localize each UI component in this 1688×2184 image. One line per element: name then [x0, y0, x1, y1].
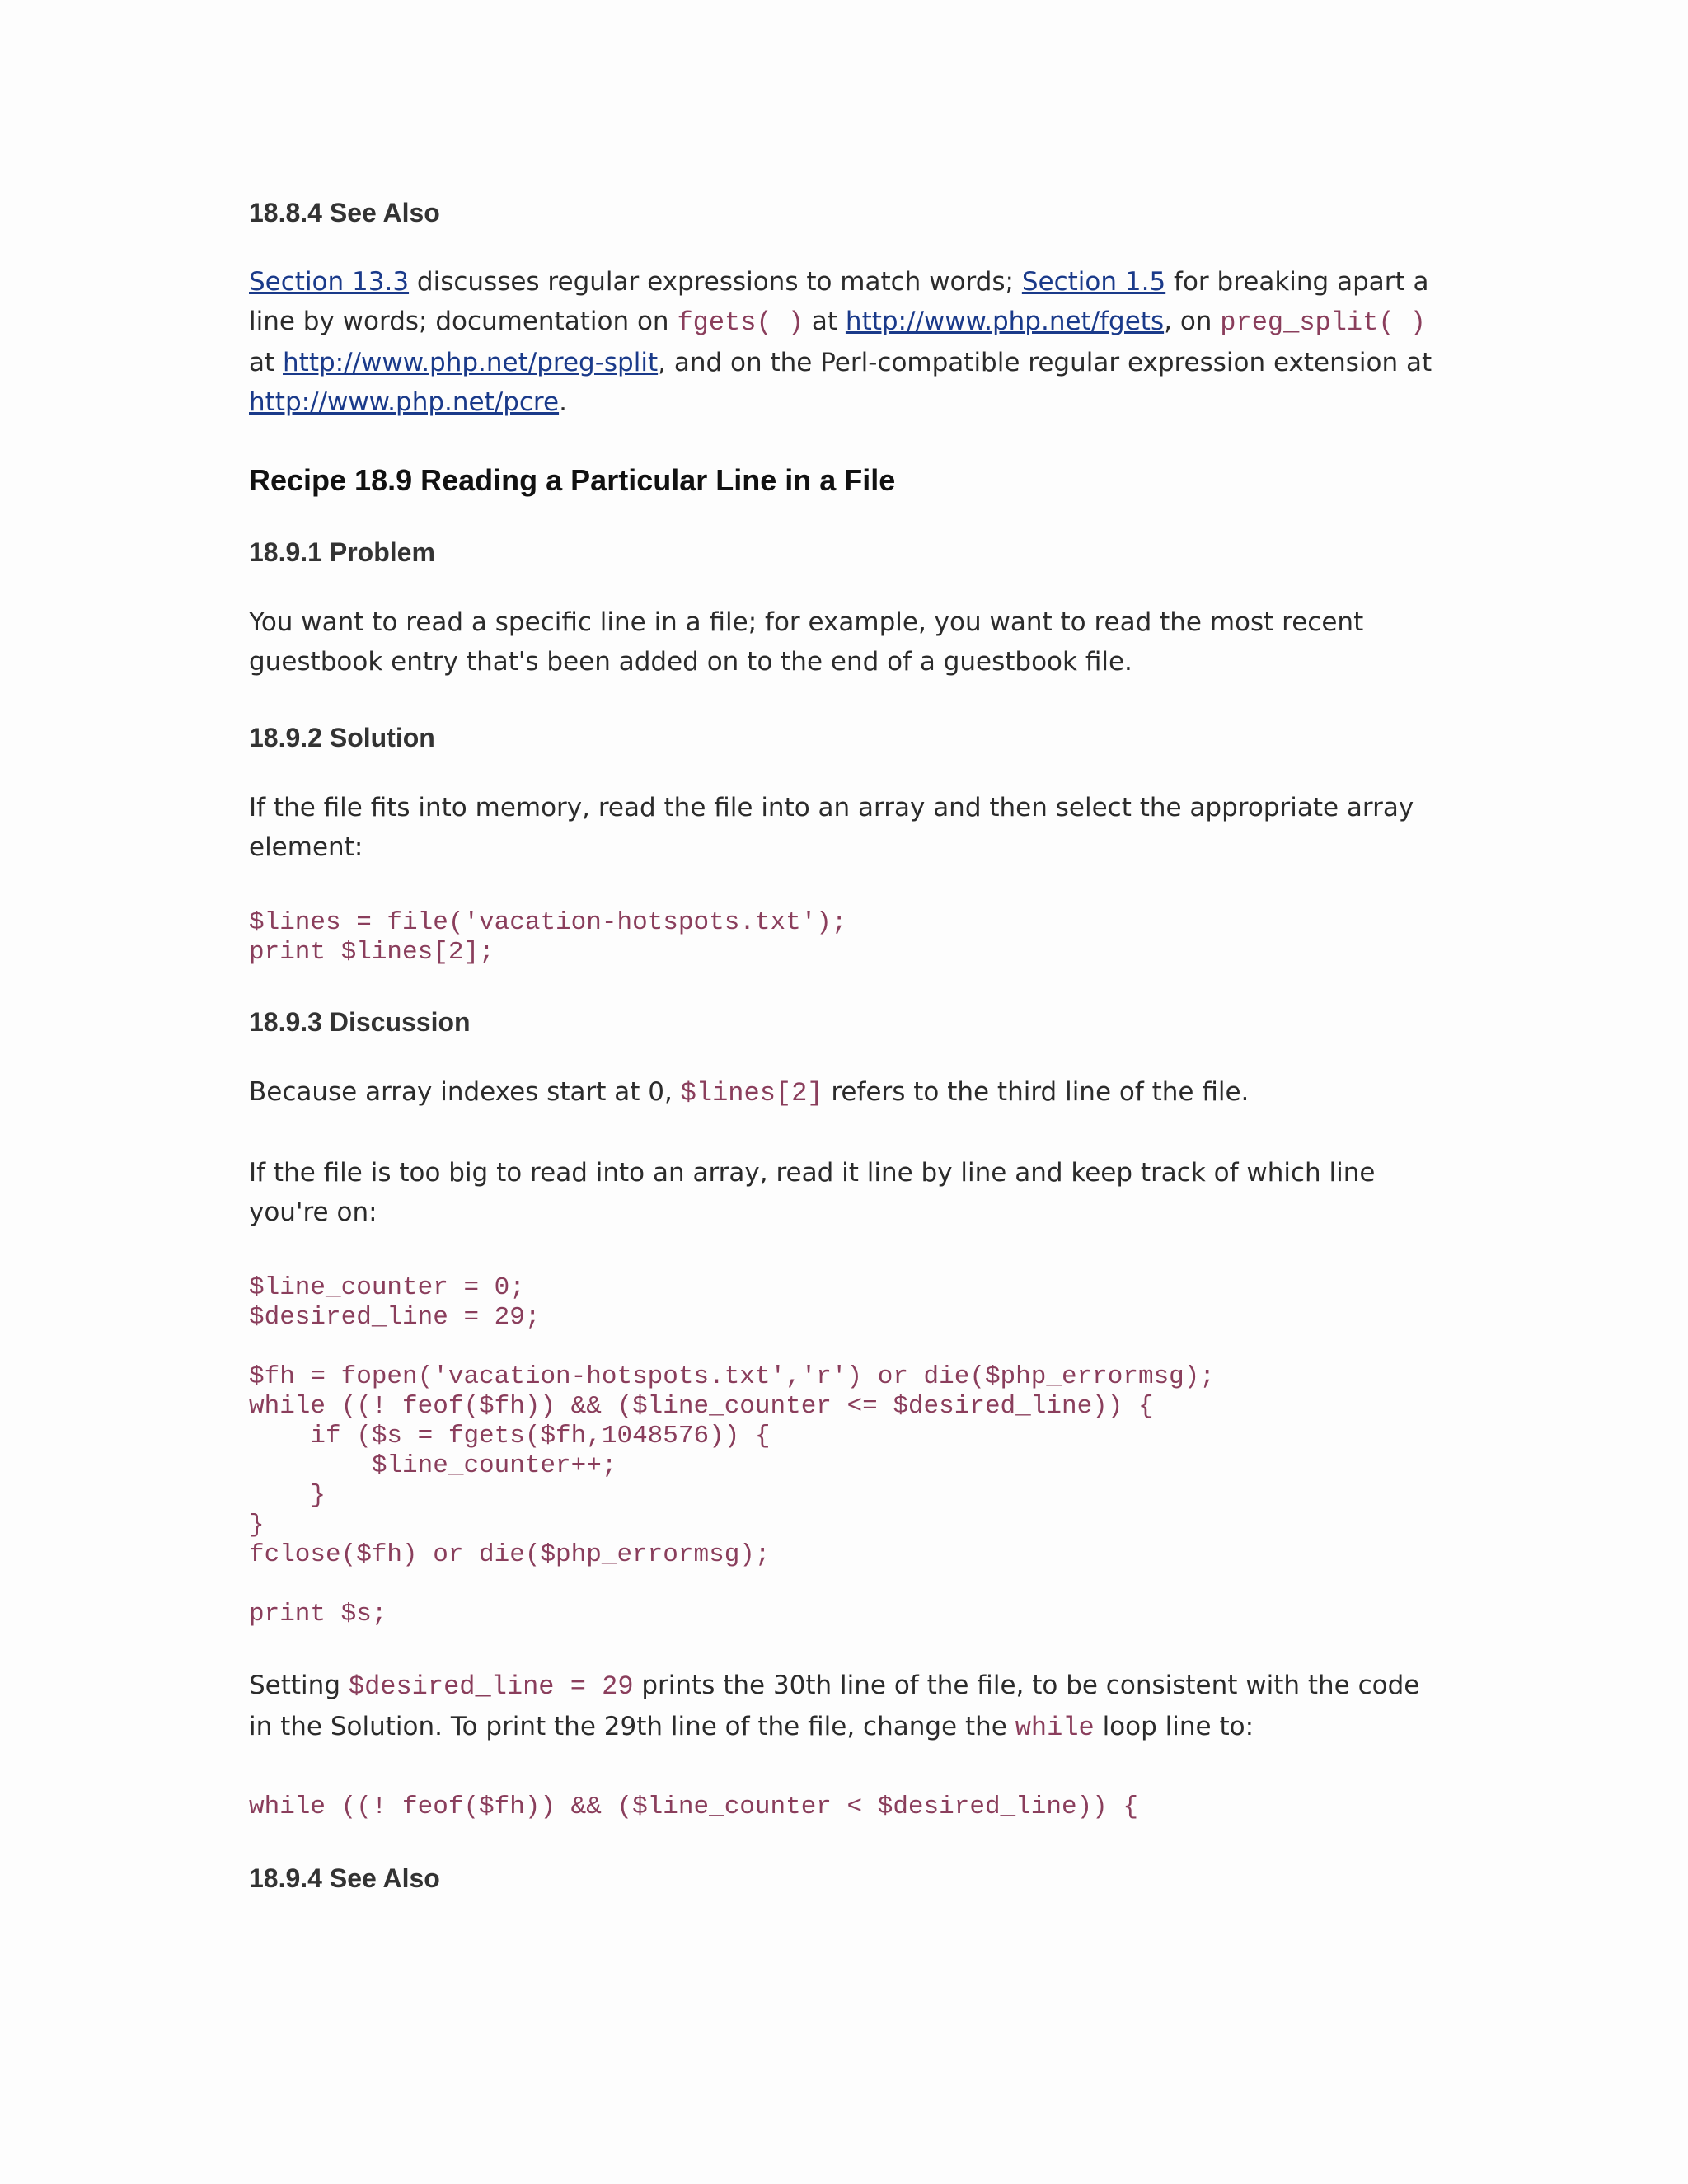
see-also-text-6: , and on the Perl-compatible regular expression extension at — [658, 348, 1432, 377]
discussion-paragraph-1 — [249, 1072, 1444, 1113]
link-php-fgets[interactable]: http://www.php.net/fgets — [845, 307, 1165, 336]
link-section-1-5[interactable]: Section 1.5 — [1021, 267, 1166, 297]
see-also-paragraph — [249, 262, 1444, 422]
discussion-p3-text-a: Setting — [249, 1671, 349, 1700]
see-also-text-7: . — [559, 387, 567, 417]
link-php-pcre[interactable]: http://www.php.net/pcre — [249, 387, 560, 417]
discussion-p1-text-b: refers to the third line of the file. — [823, 1077, 1250, 1107]
discussion-p3-text-b: prints the 30th line of the file, to be consistent with the code in the Solution. To print the 29th line of the file, change the — [249, 1671, 1420, 1741]
discussion-code-block-2: while ((! feof($fh)) && ($line_counter < $desired_line)) { — [249, 1793, 1138, 1821]
problem-paragraph: You want to read a specific line in a file; for example, you want to read the most recent guestbook entry that's been added on to the end of a guestbook file. — [249, 607, 1364, 677]
inline-code-lines-2: $lines[2] — [680, 1078, 823, 1108]
inline-code-while: while — [1015, 1713, 1095, 1743]
see-also-text-4: , on — [1164, 307, 1221, 336]
section-heading-18-8-4: 18.8.4 See Also — [249, 198, 440, 227]
section-heading-see-also: 18.9.4 See Also — [249, 1863, 440, 1893]
see-also-text-5: at — [249, 348, 284, 377]
recipe-title: Recipe 18.9 Reading a Particular Line in a File — [249, 463, 896, 497]
see-also-text-3: at — [804, 307, 846, 336]
discussion-paragraph-2: If the file is too big to read into an array, read it line by line and keep track of which line you're on: — [249, 1158, 1376, 1227]
link-section-13-3[interactable]: Section 13.3 — [249, 267, 410, 297]
discussion-code-block: $line_counter = 0; $desired_line = 29; $fh = fopen('vacation-hotspots.txt','r') or die($php_errormsg); while ((! feof($fh)) && ($line_counter <= $desired_line)) { if ($s = fgets($fh,1048576)) { $line_counter++; } } fclose($fh) or die($php_errormsg); print $s; — [249, 1273, 1215, 1629]
inline-code-preg-split: preg_split( ) — [1220, 307, 1426, 338]
see-also-text-2: for breaking apart a line by words; documentation on — [249, 267, 1429, 336]
solution-code-block: $lines = file('vacation-hotspots.txt'); print $lines[2]; — [249, 908, 847, 967]
discussion-p3-text-c: loop line to: — [1094, 1712, 1254, 1741]
section-heading-problem: 18.9.1 Problem — [249, 537, 435, 567]
section-heading-solution: 18.9.2 Solution — [249, 723, 435, 752]
discussion-p1-text-a: Because array indexes start at 0, — [249, 1077, 681, 1107]
link-php-preg-split[interactable]: http://www.php.net/preg-split — [283, 348, 659, 377]
inline-code-desired-line: $desired_line = 29 — [348, 1671, 634, 1702]
solution-paragraph: If the file fits into memory, read the file into an array and then select the appropriate array element: — [249, 793, 1414, 862]
discussion-paragraph-3 — [249, 1666, 1444, 1748]
section-heading-discussion: 18.9.3 Discussion — [249, 1007, 471, 1037]
inline-code-fgets: fgets( ) — [677, 307, 804, 338]
see-also-text-1: discusses regular expressions to match words; — [409, 267, 1022, 297]
